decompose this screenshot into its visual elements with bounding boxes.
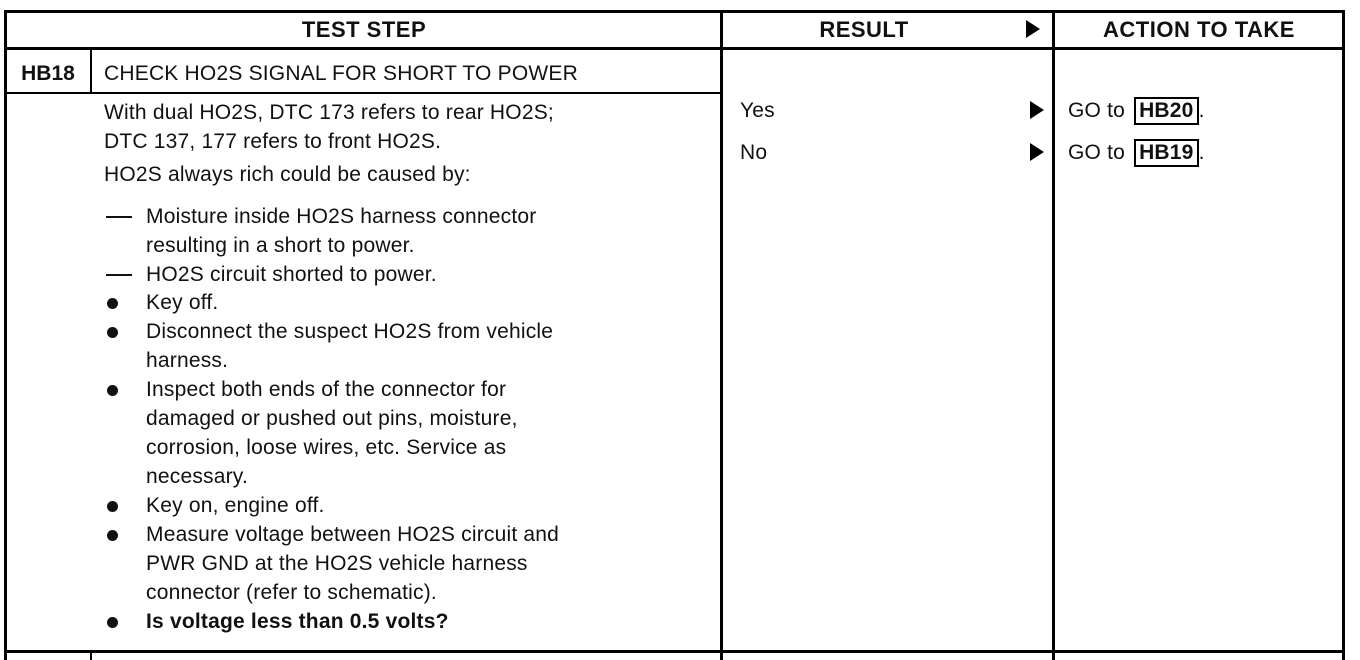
- table-right-border: [1342, 10, 1345, 660]
- step-id-divider: [90, 48, 92, 94]
- dash-icon: [106, 216, 132, 218]
- action-no-target[interactable]: HB19: [1134, 139, 1199, 167]
- dash-icon: [106, 274, 132, 276]
- cause-line: resulting in a short to power.: [146, 234, 415, 257]
- header-test-step: TEST STEP: [301, 17, 427, 42]
- result-no: No: [740, 141, 768, 164]
- intro-line: HO2S always rich could be caused by:: [104, 163, 471, 186]
- step-line: connector (refer to schematic).: [146, 581, 437, 604]
- header-arrow-icon: [1026, 20, 1040, 38]
- question-line: Is voltage less than 0.5 volts?: [146, 610, 449, 633]
- table-bottom-border: [4, 650, 1344, 653]
- bullet-icon: [107, 327, 118, 338]
- step-title: CHECK HO2S SIGNAL FOR SHORT TO POWER: [104, 62, 578, 85]
- action-no: [1068, 138, 1205, 167]
- intro-line: DTC 137, 177 refers to front HO2S.: [104, 130, 442, 153]
- step-line: harness.: [146, 349, 229, 372]
- step-line: Key on, engine off.: [146, 494, 325, 517]
- cause-line: HO2S circuit shorted to power.: [146, 263, 437, 286]
- step-id: HB18: [21, 62, 75, 85]
- bullet-icon: [107, 617, 118, 628]
- step-line: damaged or pushed out pins, moisture,: [146, 407, 518, 430]
- step-line: corrosion, loose wires, etc. Service as: [146, 436, 507, 459]
- action-yes-suffix: .: [1198, 99, 1205, 122]
- header-action: ACTION TO TAKE: [1103, 17, 1295, 42]
- cause-line: Moisture inside HO2S harness connector: [146, 205, 537, 228]
- step-line: Measure voltage between HO2S circuit and: [146, 523, 560, 546]
- step-line: necessary.: [146, 465, 248, 488]
- step-line: Key off.: [146, 291, 219, 314]
- action-yes: [1068, 96, 1205, 125]
- result-yes: Yes: [740, 99, 775, 122]
- result-action-divider: [1052, 10, 1055, 660]
- step-title-bottom-border: [4, 92, 722, 94]
- bullet-icon: [107, 501, 118, 512]
- action-no-suffix: .: [1198, 141, 1205, 164]
- action-yes-target[interactable]: HB20: [1134, 97, 1199, 125]
- step-line: Inspect both ends of the connector for: [146, 378, 507, 401]
- bullet-icon: [107, 385, 118, 396]
- intro-line: With dual HO2S, DTC 173 refers to rear HO2S;: [104, 101, 554, 124]
- test-result-divider: [720, 10, 723, 660]
- step-id-divider-bottom: [90, 650, 92, 660]
- header-result: RESULT: [819, 17, 909, 42]
- action-no-prefix: GO to: [1068, 141, 1132, 164]
- bullet-icon: [107, 298, 118, 309]
- result-yes-arrow-icon: [1030, 101, 1044, 119]
- table-left-border: [4, 10, 7, 660]
- bullet-icon: [107, 530, 118, 541]
- action-yes-prefix: GO to: [1068, 99, 1132, 122]
- step-line: Disconnect the suspect HO2S from vehicle: [146, 320, 554, 343]
- result-no-arrow-icon: [1030, 143, 1044, 161]
- step-line: PWR GND at the HO2S vehicle harness: [146, 552, 528, 575]
